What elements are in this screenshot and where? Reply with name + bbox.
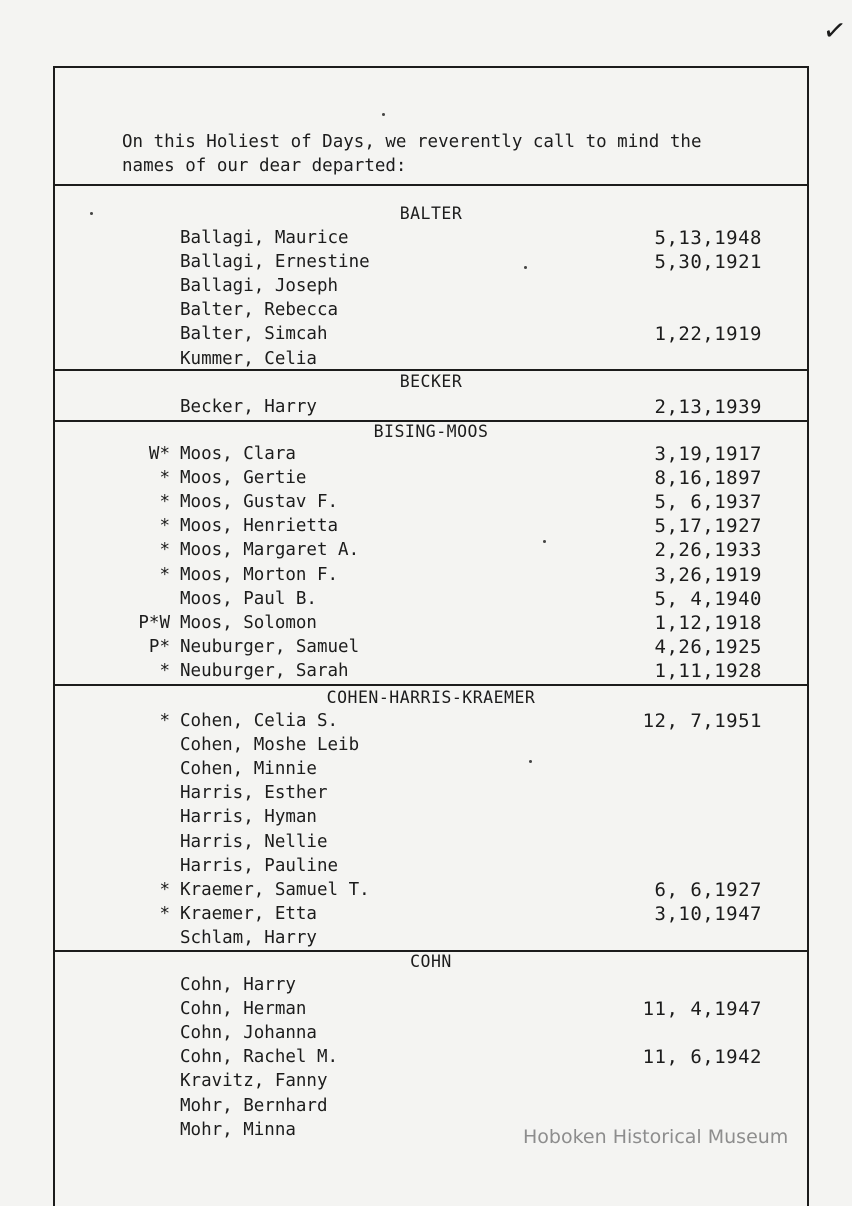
- entry-name: Moos, Gustav F.: [180, 492, 339, 513]
- entry-name: Harris, Nellie: [180, 831, 328, 852]
- entry-name: Cohen, Celia S.: [180, 711, 339, 731]
- entry-date: 3,19,1917: [654, 443, 762, 465]
- entry-mark: *: [159, 492, 170, 513]
- entry-mark: *: [159, 879, 170, 900]
- entry-name: Moos, Paul B.: [180, 588, 317, 609]
- family-heading: BECKER: [399, 372, 463, 391]
- check-mark: ✓: [820, 12, 849, 49]
- entry-mark: P*W: [138, 612, 170, 633]
- entry-mark: W*: [148, 444, 170, 464]
- entry-name: Kummer, Celia: [180, 348, 317, 369]
- entry-name: Cohen, Minnie: [180, 759, 317, 780]
- entry-date: 2,13,1939: [654, 396, 762, 418]
- entry-date: 5,30,1921: [654, 251, 762, 274]
- entry-name: Schlam, Harry: [180, 927, 317, 948]
- entry-date: 3,10,1947: [654, 902, 762, 925]
- entry-date: 11, 6,1942: [642, 1046, 762, 1069]
- entry-name: Balter, Simcah: [180, 324, 328, 345]
- entry-name: Mohr, Bernhard: [180, 1095, 328, 1116]
- entry-name: Neuburger, Samuel: [180, 636, 360, 657]
- entry-mark: *: [159, 564, 170, 585]
- section-divider: [53, 684, 809, 686]
- ink-speck: [524, 266, 527, 269]
- section-divider: [53, 184, 809, 186]
- entry-date: 3,26,1919: [654, 563, 762, 586]
- entry-name: Moos, Morton F.: [180, 564, 339, 585]
- entry-date: 2,26,1933: [654, 539, 762, 562]
- intro-text: [122, 130, 701, 178]
- entry-name: Neuburger, Sarah: [180, 660, 349, 681]
- entry-mark: P*: [148, 636, 170, 657]
- ink-speck: [543, 540, 546, 543]
- ink-speck: [382, 113, 385, 116]
- entry-name: Becker, Harry: [180, 397, 317, 417]
- entry-date: 12, 7,1951: [642, 710, 762, 732]
- entry-date: 1,12,1918: [654, 611, 762, 634]
- entry-name: Ballagi, Maurice: [180, 228, 349, 248]
- entry-name: Kraemer, Etta: [180, 903, 317, 924]
- entry-date: 5,13,1948: [654, 227, 762, 249]
- entry-date: 8,16,1897: [654, 467, 762, 490]
- entry-name: Moos, Clara: [180, 444, 296, 464]
- intro-line-2: names of our dear departed:: [122, 156, 407, 176]
- intro-line-1: On this Holiest of Days, we reverently call to mind the: [122, 132, 702, 152]
- entry-name: Kravitz, Fanny: [180, 1071, 328, 1092]
- entry-mark: *: [159, 660, 170, 681]
- entry-date: 1,22,1919: [654, 323, 762, 346]
- entry-name: Moos, Gertie: [180, 468, 307, 489]
- entry-name: Moos, Henrietta: [180, 516, 339, 537]
- ink-speck: [90, 212, 93, 215]
- entry-name: Ballagi, Ernestine: [180, 252, 370, 273]
- entry-mark: *: [159, 540, 170, 561]
- entry-name: Balter, Rebecca: [180, 300, 339, 321]
- entry-date: 5, 4,1940: [654, 587, 762, 610]
- entry-date: 5,17,1927: [654, 515, 762, 538]
- entry-date: 5, 6,1937: [654, 491, 762, 514]
- family-heading: BISING-MOOS: [373, 422, 489, 441]
- family-heading: COHN: [410, 952, 452, 971]
- entry-name: Ballagi, Joseph: [180, 276, 339, 297]
- entry-mark: *: [159, 516, 170, 537]
- entry-name: Harris, Esther: [180, 783, 328, 804]
- entry-mark: *: [159, 903, 170, 924]
- entry-name: Harris, Pauline: [180, 855, 339, 876]
- entry-name: Kraemer, Samuel T.: [180, 879, 370, 900]
- entry-mark: *: [159, 711, 170, 731]
- entry-date: 1,11,1928: [654, 659, 762, 682]
- family-heading: COHEN-HARRIS-KRAEMER: [326, 688, 536, 707]
- entry-date: 6, 6,1927: [654, 878, 762, 901]
- entry-name: Moos, Solomon: [180, 612, 317, 633]
- entry-mark: *: [159, 468, 170, 489]
- entry-name: Cohn, Herman: [180, 999, 307, 1020]
- entry-name: Cohn, Johanna: [180, 1023, 317, 1044]
- entry-name: Harris, Hyman: [180, 807, 317, 828]
- entry-date: 11, 4,1947: [642, 998, 762, 1021]
- entry-name: Moos, Margaret A.: [180, 540, 360, 561]
- entry-name: Cohn, Harry: [180, 975, 296, 995]
- entry-name: Cohen, Moshe Leib: [180, 735, 360, 756]
- family-heading: BALTER: [399, 204, 463, 223]
- entry-date: 4,26,1925: [654, 635, 762, 658]
- ink-speck: [529, 760, 532, 763]
- entry-name: Mohr, Minna: [180, 1119, 296, 1140]
- museum-watermark: Hoboken Historical Museum: [523, 1126, 789, 1148]
- entry-name: Cohn, Rachel M.: [180, 1047, 339, 1068]
